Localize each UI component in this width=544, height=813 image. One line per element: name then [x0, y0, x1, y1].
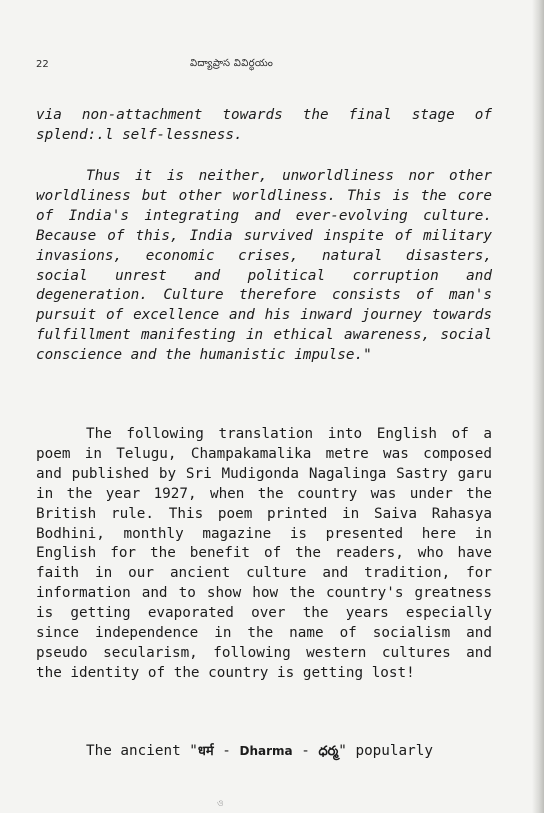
page-header	[36, 57, 496, 77]
p4-text-before: The ancient "	[86, 743, 198, 759]
paragraph-1: via non-attachment towards the final stage of splend:.l self-lessness.	[36, 107, 492, 143]
paragraph-4-dharma	[36, 742, 492, 762]
bottom-scribble: ও	[217, 799, 224, 809]
page-number: 22	[36, 59, 49, 70]
p4-dash-2: -	[292, 743, 319, 759]
paragraph-3-translation-intro: The following translation into English of a poem in Telugu, Champakamalika metre was composed and published by Sri Mudigonda Nagalinga Sastry garu in the year 1927, when the country was under the British rule. This poem printed in Saiva Rahasya Bodhini, monthly magazine is presented here in English for the benefit of the readers, who have faith in our ancient culture and tradition, for information and to show how the country's greatness is getting evaporated over the years especially since independence in the name of socialism and pseudo secularism, following western cultures and the identity of the country is getting lost!	[36, 426, 492, 681]
p4-dash-1: -	[213, 743, 240, 759]
running-title: విద్యాప్రాస వివిర్ధయం	[190, 58, 274, 69]
dharma-devanagari: धर्म	[197, 744, 214, 759]
p4-text-after: " popularly	[338, 743, 433, 759]
dharma-english: Dharma	[239, 744, 293, 758]
dharma-telugu: ధర్మ	[318, 744, 339, 759]
page-edge-shadow	[532, 0, 544, 813]
paragraph-2-quote: Thus it is neither, unworldliness nor other worldliness but other worldliness. This is the core of India's integrating and ever-evolving culture. Because of this, India survived inspite of military invasions, economic crises, natural disasters, social unrest and political corruption and degeneration. Culture therefore consists of man's pursuit of excellence and his inward journey towards fulfillment manifesting in ethical awareness, social conscience and the humanistic impulse."	[36, 168, 492, 364]
